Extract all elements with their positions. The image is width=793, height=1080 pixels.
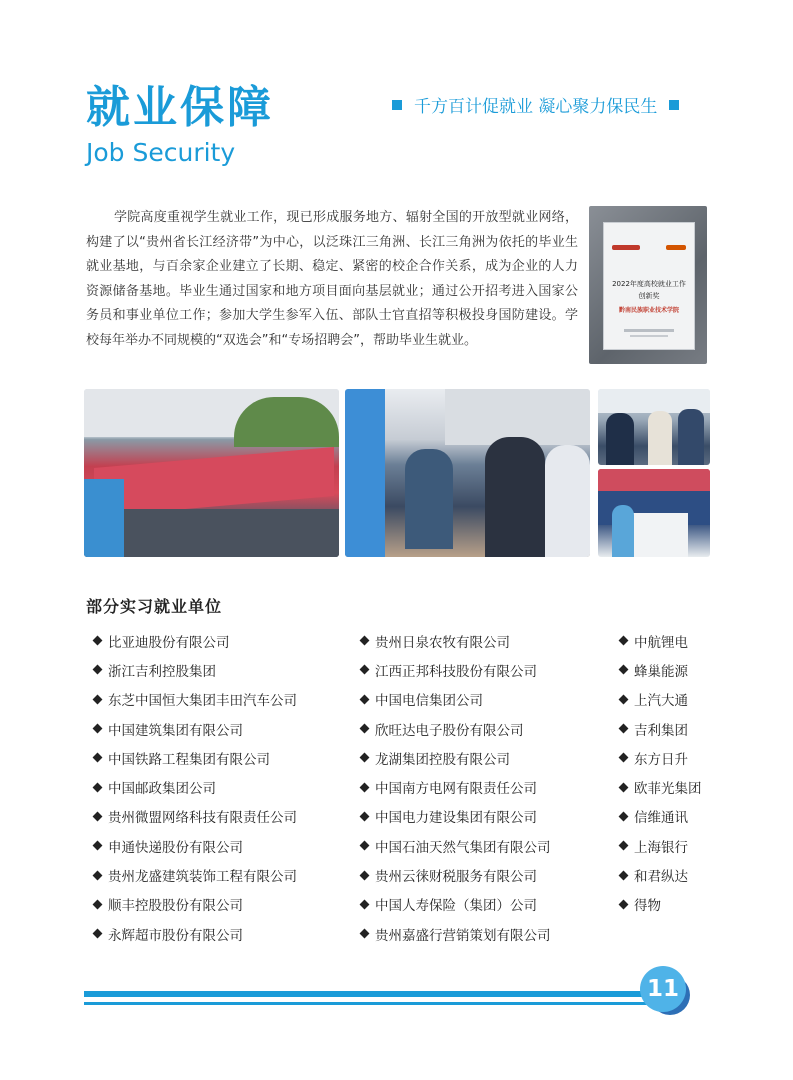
list-item-label: 东芝中国恒大集团丰田汽车公司 bbox=[108, 693, 297, 710]
units-column-1 bbox=[92, 626, 297, 948]
students-crowd-photo bbox=[598, 389, 710, 465]
list-item-label: 上海银行 bbox=[634, 839, 688, 856]
list-item-label: 欣旺达电子股份有限公司 bbox=[375, 722, 524, 739]
list-item bbox=[618, 860, 702, 889]
list-item bbox=[359, 655, 551, 684]
list-item-label: 永辉超市股份有限公司 bbox=[108, 927, 243, 944]
slogan-text: 千方百计促就业 凝心聚力保民生 bbox=[414, 97, 658, 117]
square-bullet-icon bbox=[669, 100, 679, 110]
units-column-2 bbox=[359, 626, 551, 948]
diamond-bullet-icon bbox=[360, 841, 370, 851]
list-item bbox=[618, 655, 702, 684]
diamond-bullet-icon bbox=[619, 841, 629, 851]
list-item bbox=[618, 802, 702, 831]
diamond-bullet-icon bbox=[619, 665, 629, 675]
job-fair-tents-photo bbox=[84, 389, 339, 557]
slogan bbox=[392, 92, 679, 117]
diamond-bullet-icon bbox=[93, 899, 103, 909]
list-item-label: 中国电信集团公司 bbox=[375, 693, 483, 710]
list-item-label: 顺丰控股股份有限公司 bbox=[108, 898, 243, 915]
units-column-3 bbox=[618, 626, 702, 919]
list-item bbox=[92, 919, 297, 948]
list-item-label: 中航锂电 bbox=[634, 634, 688, 651]
list-item bbox=[92, 772, 297, 801]
diamond-bullet-icon bbox=[619, 724, 629, 734]
list-item bbox=[92, 714, 297, 743]
list-item bbox=[92, 626, 297, 655]
diamond-bullet-icon bbox=[619, 899, 629, 909]
list-item bbox=[92, 743, 297, 772]
diamond-bullet-icon bbox=[619, 753, 629, 763]
diamond-bullet-icon bbox=[93, 870, 103, 880]
list-item-label: 比亚迪股份有限公司 bbox=[108, 634, 230, 651]
list-item-label: 中国邮政集团公司 bbox=[108, 781, 216, 798]
page-number: 11 bbox=[640, 966, 686, 1012]
diamond-bullet-icon bbox=[360, 811, 370, 821]
diamond-bullet-icon bbox=[360, 694, 370, 704]
diamond-bullet-icon bbox=[93, 841, 103, 851]
diamond-bullet-icon bbox=[619, 870, 629, 880]
diamond-bullet-icon bbox=[360, 899, 370, 909]
plaque-logos bbox=[612, 245, 686, 253]
diamond-bullet-icon bbox=[93, 929, 103, 939]
award-plaque-image bbox=[589, 206, 707, 364]
list-item-label: 中国铁路工程集团有限公司 bbox=[108, 751, 270, 768]
list-item bbox=[92, 831, 297, 860]
list-item-label: 和君纵达 bbox=[634, 869, 688, 886]
diamond-bullet-icon bbox=[619, 782, 629, 792]
list-item-label: 中国人寿保险（集团）公司 bbox=[375, 898, 537, 915]
diamond-bullet-icon bbox=[360, 870, 370, 880]
diamond-bullet-icon bbox=[360, 753, 370, 763]
diamond-bullet-icon bbox=[93, 636, 103, 646]
plaque-line-1: 2022年度高校就业工作 bbox=[612, 280, 686, 288]
diamond-bullet-icon bbox=[619, 811, 629, 821]
list-item-label: 东方日升 bbox=[634, 751, 688, 768]
list-item-label: 吉利集团 bbox=[634, 722, 688, 739]
diamond-bullet-icon bbox=[93, 665, 103, 675]
list-item-label: 贵州微盟网络科技有限责任公司 bbox=[108, 810, 297, 827]
list-item-label: 贵州日泉农牧有限公司 bbox=[375, 634, 510, 651]
diamond-bullet-icon bbox=[93, 724, 103, 734]
plaque-line-2: 创新奖 bbox=[638, 292, 660, 300]
diamond-bullet-icon bbox=[360, 665, 370, 675]
intro-paragraph: 学院高度重视学生就业工作，现已形成服务地方、辐射全国的开放型就业网络，构建了以“贵州省长江经济带”为中心，以泛珠江三角洲、长江三角洲为依托的毕业生就业基地，与百余家企业建立了长期、稳定、紧密的校企合作关系，成为企业的人力资源储备基地。毕业生通过国家和地方项目面向基层就业；通过公开招考进入国家公务员和事业单位工作；参加大学生参军入伍、部队士官直招等积极投身国防建设。学校每年举办不同规模的“双选会”和“专场招聘会”，帮助毕业生就业。 bbox=[86, 210, 578, 348]
list-item-label: 中国南方电网有限责任公司 bbox=[375, 781, 537, 798]
diamond-bullet-icon bbox=[93, 694, 103, 704]
list-item bbox=[359, 685, 551, 714]
list-item bbox=[359, 802, 551, 831]
diamond-bullet-icon bbox=[360, 636, 370, 646]
list-item bbox=[92, 890, 297, 919]
list-item bbox=[618, 714, 702, 743]
list-item bbox=[359, 831, 551, 860]
list-item bbox=[618, 626, 702, 655]
recruitment-booth-photo bbox=[598, 469, 710, 557]
list-item bbox=[359, 919, 551, 948]
square-bullet-icon bbox=[392, 100, 402, 110]
officials-visit-photo bbox=[345, 389, 590, 557]
list-item-label: 贵州云徕财税服务有限公司 bbox=[375, 869, 537, 886]
list-item-label: 江西正邦科技股份有限公司 bbox=[375, 663, 537, 680]
list-item-label: 中国建筑集团有限公司 bbox=[108, 722, 243, 739]
list-item-label: 贵州嘉盛行营销策划有限公司 bbox=[375, 927, 551, 944]
list-item bbox=[618, 685, 702, 714]
plaque-divider bbox=[630, 335, 668, 337]
list-item-label: 信维通讯 bbox=[634, 810, 688, 827]
plaque-divider bbox=[624, 329, 674, 332]
page-title-cn: 就业保障 bbox=[86, 82, 274, 133]
page-title-en: Job Security bbox=[86, 138, 236, 167]
list-item bbox=[618, 890, 702, 919]
list-item bbox=[92, 685, 297, 714]
list-item-label: 贵州龙盛建筑装饰工程有限公司 bbox=[108, 869, 297, 886]
list-item bbox=[618, 772, 702, 801]
list-item bbox=[618, 831, 702, 860]
list-item bbox=[359, 860, 551, 889]
list-item-label: 蜂巢能源 bbox=[634, 663, 688, 680]
list-item bbox=[618, 743, 702, 772]
list-item bbox=[359, 714, 551, 743]
diamond-bullet-icon bbox=[93, 753, 103, 763]
list-item-label: 中国电力建设集团有限公司 bbox=[375, 810, 537, 827]
list-item-label: 申通快递股份有限公司 bbox=[108, 839, 243, 856]
list-item bbox=[92, 802, 297, 831]
list-item bbox=[92, 655, 297, 684]
diamond-bullet-icon bbox=[619, 694, 629, 704]
list-item-label: 上汽大通 bbox=[634, 693, 688, 710]
list-item bbox=[359, 743, 551, 772]
diamond-bullet-icon bbox=[619, 636, 629, 646]
footer-rule bbox=[84, 991, 654, 997]
diamond-bullet-icon bbox=[93, 782, 103, 792]
footer-rule bbox=[84, 1002, 654, 1005]
list-item bbox=[359, 626, 551, 655]
list-item-label: 浙江吉利控股集团 bbox=[108, 663, 216, 680]
diamond-bullet-icon bbox=[360, 782, 370, 792]
list-item-label: 中国石油天然气集团有限公司 bbox=[375, 839, 551, 856]
diamond-bullet-icon bbox=[360, 929, 370, 939]
plaque-line-3: 黔南民族职业技术学院 bbox=[618, 307, 679, 314]
diamond-bullet-icon bbox=[93, 811, 103, 821]
diamond-bullet-icon bbox=[360, 724, 370, 734]
list-item-label: 龙湖集团控股有限公司 bbox=[375, 751, 510, 768]
list-item bbox=[359, 772, 551, 801]
list-item-label: 得物 bbox=[634, 898, 661, 915]
list-item bbox=[359, 890, 551, 919]
list-item-label: 欧菲光集团 bbox=[634, 781, 702, 798]
list-item bbox=[92, 860, 297, 889]
units-section-title: 部分实习就业单位 bbox=[86, 597, 223, 616]
